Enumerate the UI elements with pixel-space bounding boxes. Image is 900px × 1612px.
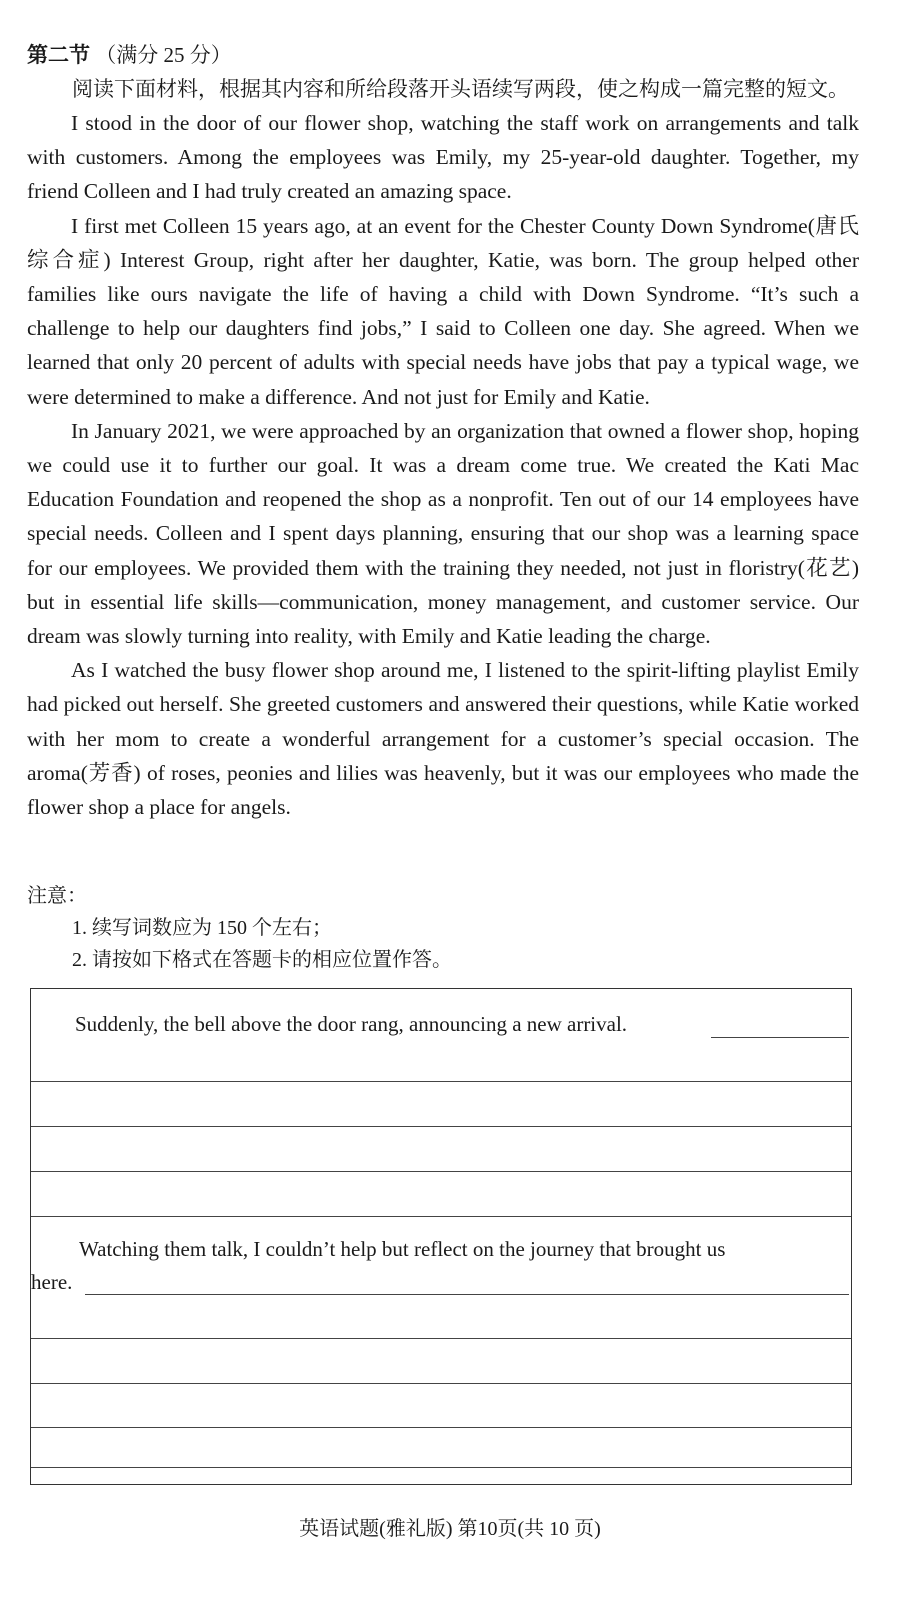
paragraph-opening-2-end: here.	[31, 1270, 73, 1294]
answer-box	[30, 988, 852, 1485]
note-item: 1. 续写词数应为 150 个左右；	[72, 917, 332, 939]
page-footer: 英语试题(雅礼版) 第10页(共 10 页)	[299, 1518, 601, 1540]
writing-line[interactable]	[31, 1467, 851, 1468]
paragraph-opening-1: Suddenly, the bell above the door rang, announcing a new arrival.	[75, 1012, 628, 1036]
reading-passage	[27, 106, 859, 824]
passage-paragraph: I first met Colleen 15 years ago, at an event for the Chester County Down Syndrome(唐氏综合症) Interest Group, right after her daughter, Katie, was born. The group helped other families like ours navigate the life of having a child with Down Syndrome. “It’s such a challenge to help our daughters find jobs,” I said to Colleen one day. She agreed. When we learned that only 20 percent of adults with special needs have jobs that pay a typical wage, we were determined to make a difference. And not just for Emily and Katie.	[27, 213, 859, 409]
notes-title: 注意：	[27, 885, 87, 907]
writing-line[interactable]	[31, 1383, 851, 1384]
writing-line[interactable]	[31, 1216, 851, 1217]
notes-section	[27, 880, 452, 976]
section-score: （满分 25 分）	[95, 43, 232, 67]
writing-line[interactable]	[31, 1171, 851, 1172]
passage-paragraph: I stood in the door of our flower shop, watching the staff work on arrangements and talk with customers. Among the employees was Emily, my 25-year-old daughter. Together, my friend Colleen and I had truly created an amazing space.	[27, 111, 859, 204]
passage-paragraph: As I watched the busy flower shop around me, I listened to the spirit-lifting playlist Emily had picked out herself. She greeted customers and answered their questions, while Katie worked with her mom to create a wonderful arrangement for a customer’s special occasion. The aroma(芳香) of roses, peonies and lilies was heavenly, but it was our employees who made the flower shop a place for angels.	[27, 658, 859, 820]
writing-line[interactable]	[31, 1427, 851, 1428]
writing-blank[interactable]	[85, 1294, 849, 1295]
task-instruction: 阅读下面材料，根据其内容和所给段落开头语续写两段，使之构成一篇完整的短文。	[72, 77, 849, 101]
writing-line[interactable]	[31, 1338, 851, 1339]
paragraph-opening-2: Watching them talk, I couldn’t help but reflect on the journey that brought us	[79, 1237, 726, 1261]
writing-line[interactable]	[31, 1126, 851, 1127]
passage-paragraph: In January 2021, we were approached by an organization that owned a flower shop, hoping we could use it to further our goal. It was a dream come true. We created the Kati Mac Education Foundation and reopened the shop as a nonprofit. Ten out of our 14 employees have special needs. Colleen and I spent days planning, ensuring that our shop was a learning space for our employees. We provided them with the training they needed, not just in floristry(花艺) but in essential life skills—communication, money management, and customer service. Our dream was slowly turning into reality, with Emily and Katie leading the charge.	[27, 418, 859, 649]
section-header	[27, 40, 232, 70]
writing-blank[interactable]	[711, 1037, 849, 1038]
note-item: 2. 请按如下格式在答题卡的相应位置作答。	[72, 949, 452, 971]
writing-line[interactable]	[31, 1081, 851, 1082]
section-title: 第二节	[27, 43, 90, 67]
